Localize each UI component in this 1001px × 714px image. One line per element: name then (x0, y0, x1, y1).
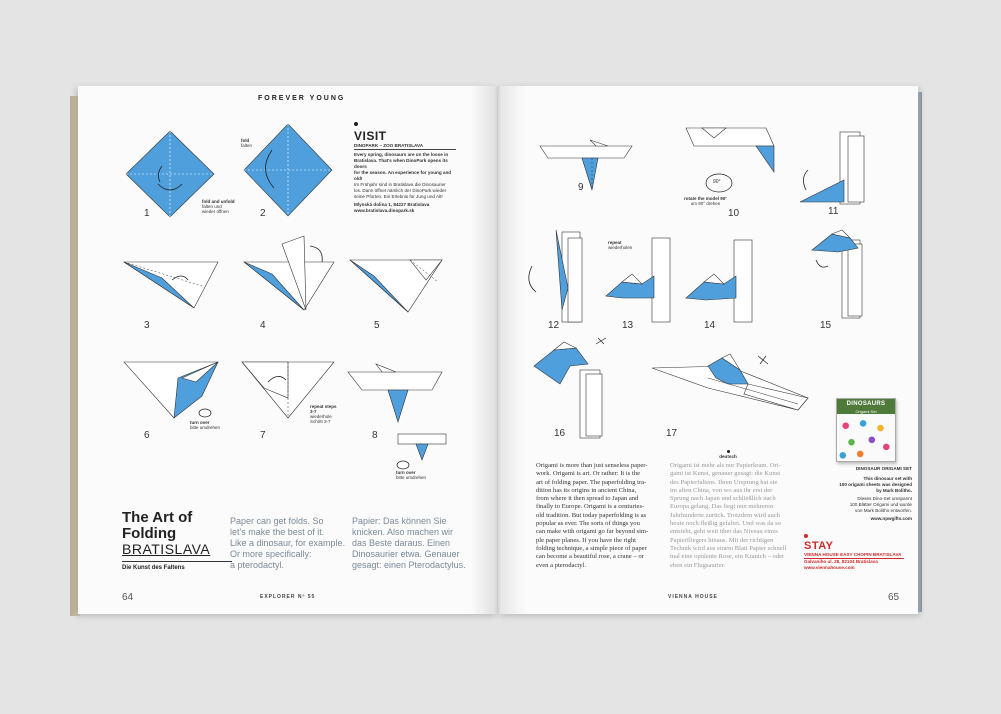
step-number-14: 14 (704, 320, 716, 331)
footer-left: EXPLORER Nº 55 (260, 594, 316, 600)
step-number-10: 10 (728, 208, 740, 219)
step-number-9: 9 (578, 182, 584, 193)
step-1-annotation: fold and unfold falten und wieder öffnen (202, 199, 235, 214)
bullet-dot (727, 450, 730, 453)
step-number-12: 12 (548, 320, 560, 331)
product-name: DINOSAUR ORIGAMI SET (855, 466, 912, 471)
step-number-17: 17 (666, 428, 678, 439)
visit-address: Mlynská dolina 1, 84227 Bratislava (354, 202, 430, 207)
left-page (78, 86, 498, 614)
stay-url[interactable]: www.viennahouse.com (804, 565, 855, 570)
fold-diagram-step-11 (796, 130, 876, 206)
step-number-2: 2 (260, 208, 266, 219)
article-title-line-1: The Art of (122, 509, 193, 526)
product-text-en: This dinosaur set with 100 origami sheets was designed by Mark Bolitho. (839, 476, 912, 493)
stay-hotel: VIENNA HOUSE EASY CHOPIN BRATISLAVA (804, 552, 904, 559)
step-number-8: 8 (372, 430, 378, 441)
turn-over-icon (198, 408, 212, 418)
stay-address: Galvaniho ul. 28, 82104 Bratislava (804, 559, 878, 564)
fold-diagram-step-17 (648, 354, 818, 434)
step-number-11: 11 (828, 206, 839, 217)
product-text-de: Dieses Dino-Set umspannt 100 Blätter Origami und wurde von Mark Bolitho entworfen. (849, 496, 912, 513)
visit-url[interactable]: www.bratislava.dinopark.sk (354, 208, 415, 213)
step-7-annotation: repeat steps 3-7 wiederhole Schritt 3-7 (310, 404, 337, 424)
step-number-1: 1 (144, 208, 150, 219)
bullet-dot (804, 534, 808, 538)
stay-box (804, 534, 904, 571)
step-8-annotation: turn over bitte umdrehen (396, 470, 427, 480)
step-number-16: 16 (554, 428, 566, 439)
fold-diagram-step-2 (238, 120, 338, 216)
visit-box (354, 122, 456, 214)
fold-diagram-step-16 (526, 336, 626, 440)
page-number-left: 64 (122, 592, 134, 603)
title-divider (122, 561, 232, 562)
step-number-15: 15 (820, 320, 832, 331)
deutsch-label: deutsch (719, 454, 737, 459)
visit-title: VISIT (354, 129, 387, 143)
step-13-annotation: repeat wiederholen (608, 240, 633, 250)
step-2-annotation: fold falten (241, 138, 253, 148)
magazine-spread (78, 86, 918, 614)
step-10-annotation: rotate the model 90° um 90° drehen (684, 196, 728, 206)
intro-text-de: Papier: Das können Sie knicken. Also machen wir das Beste daraus. Einen Dinosaurier etwa. Genauer gesagt: einen Pterodactylus. (352, 516, 466, 570)
product-url[interactable]: www.npwgifts.com (870, 516, 912, 521)
fold-diagram-step-5 (348, 254, 448, 318)
step-6-annotation: turn over bitte umdrehen (190, 420, 221, 430)
footer-right: VIENNA HOUSE (668, 594, 718, 600)
fold-diagram-step-14 (682, 238, 764, 326)
fold-diagram-step-12 (522, 226, 602, 326)
body-text-en: Origami is more than just senseless paper- work. Origami is art. Or rather: It is the art of folding paper. The paperfolding tra- dition has its origins in ancient China, from where it then spread to Japan and finally to Europe. Origami is a centuries- old tradition. But today paperfolding is as popular as ever. The sorts of things you can make with origami go far beyond sim- ple paper planes. If you have the right folding technique, a simple piece of paper can become a beautiful rose, a crane – or even a pterodactyl. (536, 462, 649, 569)
page-number-right: 65 (888, 592, 900, 603)
visit-text-en: Every spring, dinosaurs are on the loose in Bratislava. That's when DinoPark opens its doors for the season. An experience for young and old! (354, 152, 452, 181)
intro-text-en: Paper can get folds. So let's make the best of it. Like a dinosaur, for example. Or more specifically: a pterodactyl. (230, 516, 346, 570)
step-number-5: 5 (374, 320, 380, 331)
article-title-line-2: Folding (122, 525, 177, 542)
visit-text-de: Im Frühjahr sind in Bratislava die Dinosaurier los. Dann öffnet nämlich der DinoPark wieder seine Pforten. Ein Erlebnis für Jung und Alt! (354, 182, 447, 199)
visit-subtitle: DINOPARK – ZOO BRATISLAVA (354, 143, 456, 150)
body-text-de: Origami ist mehr als nur Papierkram. Ori- gami ist Kunst, genauer gesagt: die Kunst des Papierfaltens. Ihren Ursprung hat sie im alten China, von wo aus ihr erst der Sprung nach Japan und schließlich nach Europa gelang. Das liegt nun mehreren Jahrhunderte zurück. Trotzdem wird auch heute noch fleißig gefaltet. Und was da so entsteht, geht weit über das Niveau eines Papierfliegers hinaus. Mit der richtigen Technik wird aus einem Blatt Papier schnell mal eine opulente Rose, ein Kranich – oder eben ein Flugsaurier. (670, 462, 787, 569)
fold-diagram-step-15 (802, 226, 882, 320)
step-number-13: 13 (622, 320, 634, 331)
dinosaur-origami-box (836, 398, 896, 462)
step-number-7: 7 (260, 430, 266, 441)
step-number-4: 4 (260, 320, 266, 331)
fold-diagram-step-8 (346, 362, 446, 426)
box-dino-pattern (837, 414, 895, 461)
stay-title: STAY (804, 540, 834, 552)
bullet-dot (354, 122, 358, 126)
box-header (837, 399, 895, 414)
step-number-3: 3 (144, 320, 150, 331)
box-sublabel: Origami Set (855, 409, 877, 414)
fold-diagram-step-9 (536, 138, 636, 198)
fold-diagram-step-4 (242, 234, 342, 316)
article-title-city: BRATISLAVA (122, 541, 211, 557)
fold-diagram-step-3 (122, 256, 222, 316)
fold-diagram-step-8-result (396, 432, 448, 462)
running-head: FOREVER YOUNG (258, 95, 346, 102)
turn-over-icon (396, 460, 410, 470)
article-title-german: Die Kunst des Faltens (122, 564, 185, 571)
right-page (498, 86, 918, 614)
box-label: DINOSAURS (846, 401, 886, 407)
step-number-6: 6 (144, 430, 150, 441)
rotate-degree-label: 90° (713, 179, 721, 185)
deutsch-marker (668, 450, 788, 460)
article-title-block (122, 510, 232, 571)
